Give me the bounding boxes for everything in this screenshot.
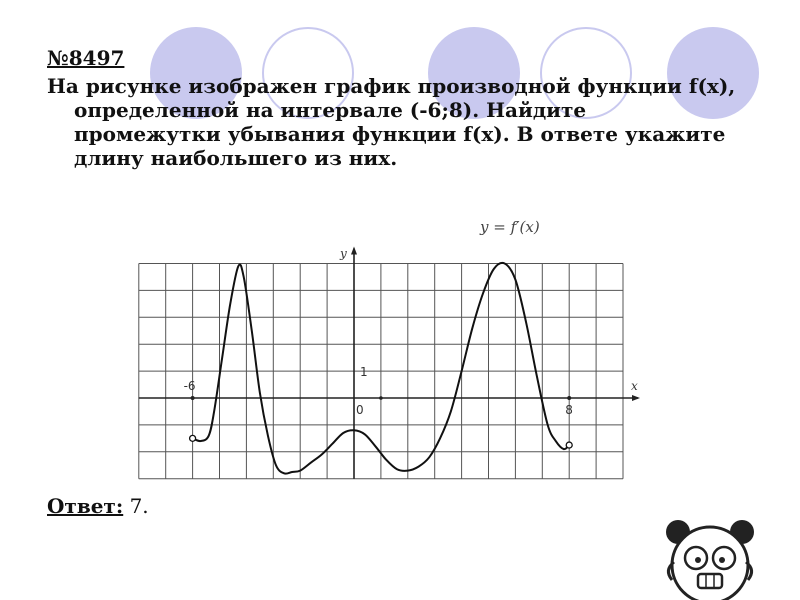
x-axis-marker [191, 396, 195, 400]
y-axis-arrow [351, 247, 357, 255]
x-axis-marker [379, 396, 383, 400]
chart-grid [139, 264, 623, 479]
x-axis-label: x [631, 379, 638, 393]
problem-number: №8497 [47, 46, 125, 70]
answer [47, 494, 149, 518]
problem-line: определенной на интервале (-6;8). Найдите [74, 98, 587, 122]
y-axis-label: y [340, 246, 347, 261]
function-label: y = f′(x) [480, 218, 540, 236]
x-axis-marker [567, 396, 571, 400]
mascot-face-icon [660, 510, 760, 600]
x-axis-arrow [632, 395, 640, 401]
open-endpoint-left [190, 435, 196, 441]
tick-label: 8 [565, 403, 573, 417]
tick-label: -6 [183, 379, 196, 393]
problem-line: На рисунке изображен график производной функции f(x), [47, 74, 736, 98]
tick-label: 1 [360, 365, 368, 380]
problem-line: промежутки убывания функции f(x). В ответе укажите [74, 122, 726, 146]
tick-label: 0 [356, 403, 364, 417]
answer-value: 7. [123, 494, 149, 518]
open-endpoint-right [566, 442, 572, 448]
problem-line: длину наибольшего из них. [74, 146, 398, 170]
answer-label: Ответ: [47, 494, 124, 518]
chart-axes [139, 247, 640, 479]
